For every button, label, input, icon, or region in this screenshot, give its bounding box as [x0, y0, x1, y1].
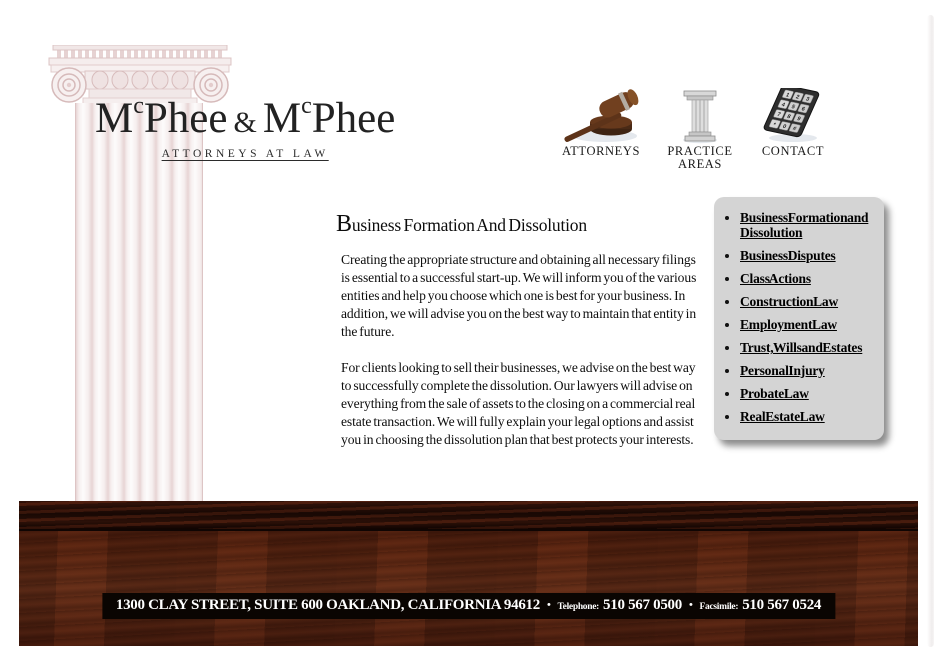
page-edge-shadow [927, 15, 934, 647]
telephone-number: 510 567 0500 [603, 597, 682, 613]
practice-areas-box [714, 197, 884, 440]
svg-text:3: 3 [804, 96, 811, 103]
telephone-label: Telephone: [557, 602, 600, 612]
nav-item-attorneys[interactable] [548, 88, 654, 158]
svg-text:6: 6 [800, 106, 806, 113]
svg-text:0: 0 [781, 123, 788, 131]
logo-c1: c [133, 93, 144, 119]
link-employment-law[interactable]: Employment Law [740, 317, 837, 332]
facsimile-number: 510 567 0524 [742, 597, 822, 613]
separator-dot: • [546, 599, 551, 611]
list-item [740, 340, 874, 355]
svg-text:2: 2 [794, 94, 801, 101]
link-construction-law[interactable]: Construction Law [740, 294, 839, 309]
practice-areas-list [722, 210, 874, 424]
firm-logo [95, 93, 396, 160]
footer-wood-molding [19, 501, 918, 531]
nav-label-attorneys: ATTORNEYS [561, 144, 641, 158]
list-item [740, 248, 874, 263]
nav-label-contact: CONTACT [761, 144, 825, 158]
list-item [740, 210, 874, 240]
facsimile-label: Facsimile: [699, 602, 739, 612]
page-title [336, 211, 587, 238]
link-business-formation-dissolution[interactable]: Business Formation and Dissolution [740, 210, 869, 240]
list-item [740, 294, 874, 309]
footer [19, 501, 918, 646]
column-icon [679, 88, 721, 144]
column-shaft [75, 103, 203, 501]
logo-ampersand: & [233, 106, 257, 139]
list-item [740, 317, 874, 332]
svg-text:*: * [771, 122, 777, 129]
paragraph-2: For clients looking to sell their businesses, we advise on the best way to successfully complete the dissolution. Our lawyers will advise on everything from the sale of assets to the closing on a commercial real estate transaction. We will fully explain your legal options and assist you in choosing the dissolution plan that best protects your interests. [341, 360, 696, 447]
link-class-actions[interactable]: Class Actions [740, 271, 811, 286]
svg-text:9: 9 [795, 116, 802, 123]
svg-text:#: # [791, 126, 798, 133]
firm-name [95, 93, 396, 146]
nav-item-contact[interactable] [748, 88, 838, 158]
svg-text:1: 1 [784, 92, 791, 99]
svg-text:4: 4 [780, 102, 786, 109]
gavel-icon [555, 88, 647, 144]
link-trust-wills-estates[interactable]: Trust, Wills and Estates [740, 340, 863, 355]
heading-rest: usiness Formation And Dissolution [351, 215, 587, 235]
list-item [740, 271, 874, 286]
link-probate-law[interactable]: Probate Law [740, 386, 809, 401]
link-personal-injury[interactable]: Personal Injury [740, 363, 825, 378]
logo-m2: M [262, 95, 302, 142]
svg-text:5: 5 [790, 104, 796, 111]
logo-c2: c [301, 93, 312, 119]
address-bar [102, 593, 835, 619]
phone-keypad-icon [762, 88, 824, 144]
nav-label-practice-areas: PRACTICE AREAS [667, 144, 733, 171]
list-item [740, 386, 874, 401]
logo-phee1: Phee [143, 95, 228, 142]
list-item [740, 409, 874, 424]
link-real-estate-law[interactable]: Real Estate Law [740, 409, 825, 424]
svg-text:7: 7 [775, 111, 782, 119]
list-item [740, 363, 874, 378]
paragraph-1: Creating the appropriate structure and obtaining all necessary filings is essential to a successful start-up. We will inform you of the various entities and help you choose which one is best for your business. In addition, we will advise you on the best way to maintain that entity in the future. [341, 252, 697, 339]
link-business-disputes[interactable]: Business Disputes [740, 248, 836, 263]
heading-initial: B [336, 211, 352, 237]
logo-m1: M [95, 95, 134, 142]
main-nav [548, 88, 838, 171]
logo-phee2: Phee [311, 95, 396, 142]
street-address: 1300 CLAY STREET, SUITE 600 OAKLAND, CALIFORNIA 94612 [115, 597, 540, 613]
content-body [341, 251, 701, 467]
svg-text:8: 8 [785, 114, 792, 121]
nav-item-practice-areas[interactable] [660, 88, 740, 171]
firm-tagline: ATTORNEYS AT LAW [161, 148, 329, 160]
separator-dot: • [688, 599, 693, 611]
